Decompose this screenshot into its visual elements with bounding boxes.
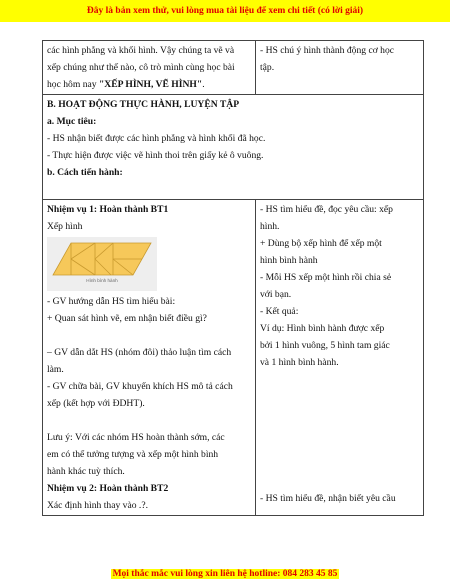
spacer — [47, 412, 251, 429]
hotline-footer — [0, 566, 450, 582]
task-title: Nhiệm vụ 1: Hoàn thành BT1 — [47, 204, 169, 215]
task-subtitle: Xếp hình — [47, 221, 83, 232]
spacer — [260, 371, 419, 490]
text-line: - GV hướng dẫn HS tìm hiểu bài: — [47, 296, 176, 307]
text-line — [47, 76, 251, 93]
section-b-cell — [43, 95, 424, 200]
text-line: bởi 1 hình vuông, 5 hình tam giác — [260, 340, 390, 351]
table-row — [43, 41, 424, 95]
text-line: làm. — [47, 364, 64, 375]
text-line: Ví dụ: Hình bình hành được xếp — [260, 323, 385, 334]
text-fragment: . — [202, 79, 205, 90]
text-line: hình. — [260, 221, 280, 232]
spacer — [47, 327, 251, 344]
text-line: xếp chúng như thế nào, cô trò mình cùng học bài — [47, 62, 235, 73]
text-line: và 1 hình bình hành. — [260, 357, 339, 368]
hotline-text: Mọi thắc mắc vui lòng xin liên hệ hotline: 084 283 45 85 — [112, 569, 338, 579]
lesson-table — [42, 40, 424, 516]
text-line: hành khác tuỳ thích. — [47, 466, 125, 477]
task-cell-left — [43, 200, 256, 516]
text-line: - GV chữa bài, GV khuyến khích HS mô tả cách — [47, 381, 233, 392]
text-line: các hình phẳng và khối hình. Vậy chúng ta vẽ và — [47, 45, 235, 56]
table-row — [43, 200, 424, 516]
spacer — [47, 181, 419, 198]
lesson-title: "XẾP HÌNH, VẼ HÌNH" — [98, 79, 203, 90]
text-line: - Kết quả: — [260, 306, 299, 317]
text-line: + Dùng bộ xếp hình để xếp một — [260, 238, 382, 249]
text-line: - HS chú ý hình thành động cơ học — [260, 45, 395, 56]
text-line: Lưu ý: Với các nhóm HS hoàn thành sớm, các — [47, 432, 225, 443]
text-line: - Mỗi HS xếp một hình rồi chia sẻ — [260, 272, 392, 283]
section-heading: B. HOẠT ĐỘNG THỰC HÀNH, LUYỆN TẬP — [47, 99, 240, 110]
task-subtitle: Xác định hình thay vào .?. — [47, 500, 148, 511]
intro-cell-right — [256, 41, 424, 95]
text-line: với bạn. — [260, 289, 292, 300]
task-cell-right — [256, 200, 424, 516]
objective-label: a. Mục tiêu: — [47, 116, 97, 127]
procedure-label: b. Cách tiến hành: — [47, 167, 123, 178]
text-line: xếp (kết hợp với ĐDHT). — [47, 398, 145, 409]
text-fragment: học hôm nay — [47, 79, 99, 90]
text-line: em có thể tưởng tượng và xếp một hình bình — [47, 449, 219, 460]
text-line: hình bình hành — [260, 255, 318, 266]
text-line: tập. — [260, 62, 275, 73]
preview-banner: Đây là bản xem thử, vui lòng mua tài liệu để xem chi tiết (có lời giải) — [0, 0, 450, 22]
text-line: - HS tìm hiểu đề, nhận biết yêu cầu — [260, 493, 396, 504]
table-row — [43, 95, 424, 200]
image-caption: Hình bình hành — [86, 278, 118, 283]
text-line: + Quan sát hình vẽ, em nhận biết điều gì? — [47, 313, 207, 324]
objective-item: - HS nhận biết được các hình phẳng và hình khối đã học. — [47, 133, 266, 144]
objective-item: - Thực hiện được việc vẽ hình thoi trên giấy kẻ ô vuông. — [47, 150, 264, 161]
tangram-parallelogram-image — [47, 237, 157, 291]
intro-cell-left — [43, 41, 256, 95]
text-line: - HS tìm hiểu đề, đọc yêu cầu: xếp — [260, 204, 393, 215]
task-title: Nhiệm vụ 2: Hoàn thành BT2 — [47, 483, 169, 494]
text-line: – GV dẫn dắt HS (nhóm đôi) thảo luận tìm cách — [47, 347, 232, 358]
